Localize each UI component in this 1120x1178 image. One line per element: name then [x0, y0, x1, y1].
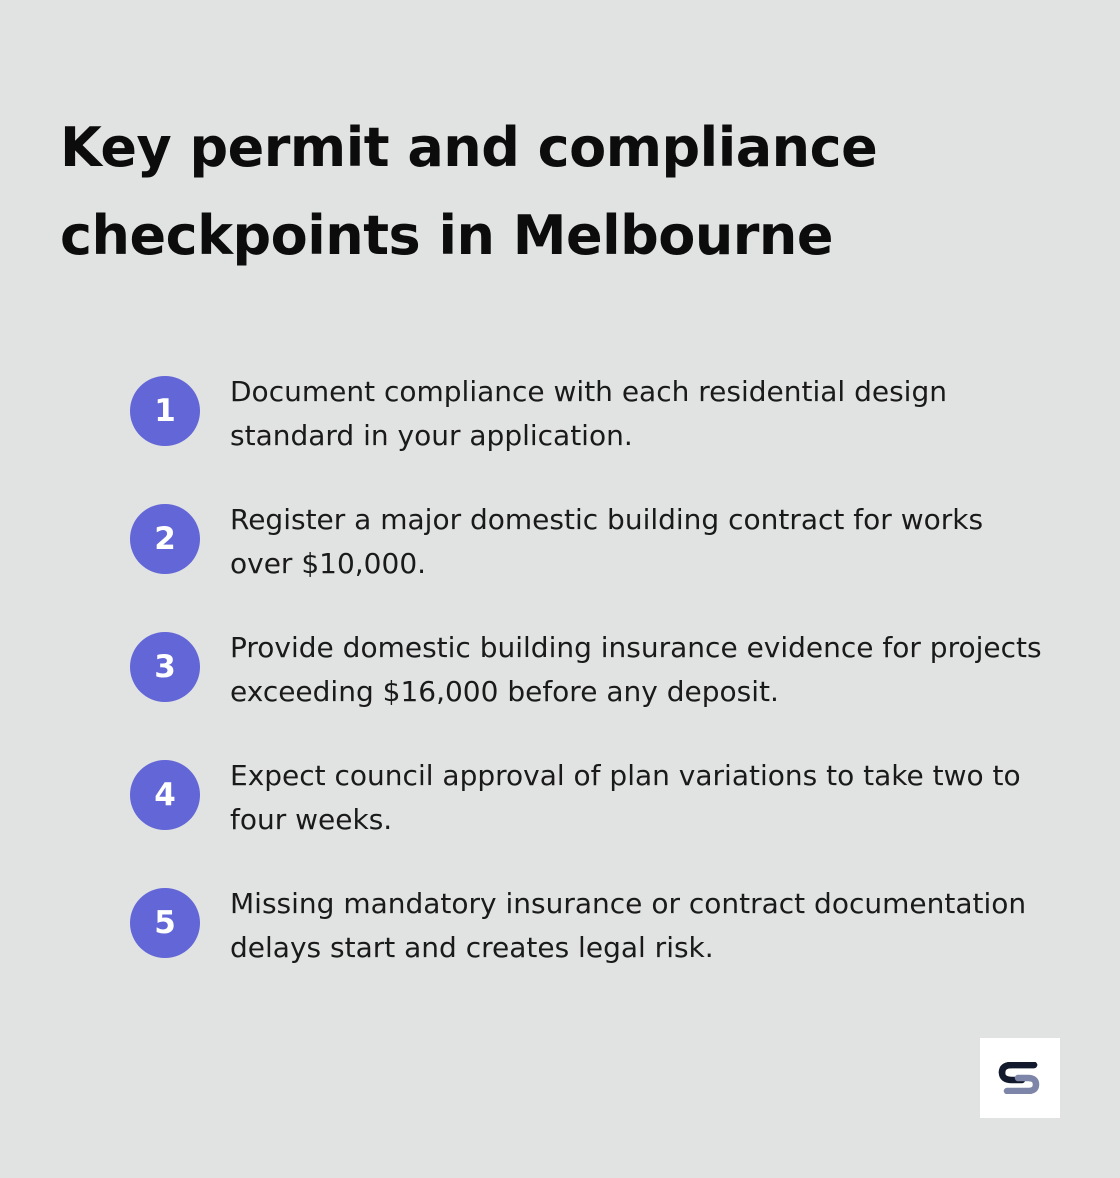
step-text: Missing mandatory insurance or contract documentation delays start and creates legal risk. — [230, 887, 1027, 964]
list-item — [130, 882, 1050, 1010]
list-item — [130, 370, 1050, 498]
step-number-badge: 2 — [130, 504, 200, 574]
step-text: Expect council approval of plan variations to take two to four weeks. — [230, 759, 1021, 836]
checkpoint-list — [130, 370, 1050, 1010]
step-number-badge: 4 — [130, 760, 200, 830]
step-text: Register a major domestic building contract for works over $10,000. — [230, 503, 984, 580]
list-item — [130, 754, 1050, 882]
page-title: Key permit and compliance checkpoints in Melbourne — [60, 116, 878, 267]
step-number-badge: 3 — [130, 632, 200, 702]
list-item — [130, 626, 1050, 754]
logo-box — [980, 1038, 1060, 1118]
step-text: Provide domestic building insurance evidence for projects exceeding $16,000 before any deposit. — [230, 631, 1042, 708]
list-item — [130, 498, 1050, 626]
step-text: Document compliance with each residential design standard in your application. — [230, 375, 947, 452]
step-number-badge: 5 — [130, 888, 200, 958]
step-number-badge: 1 — [130, 376, 200, 446]
s-logo-icon — [998, 1062, 1042, 1094]
